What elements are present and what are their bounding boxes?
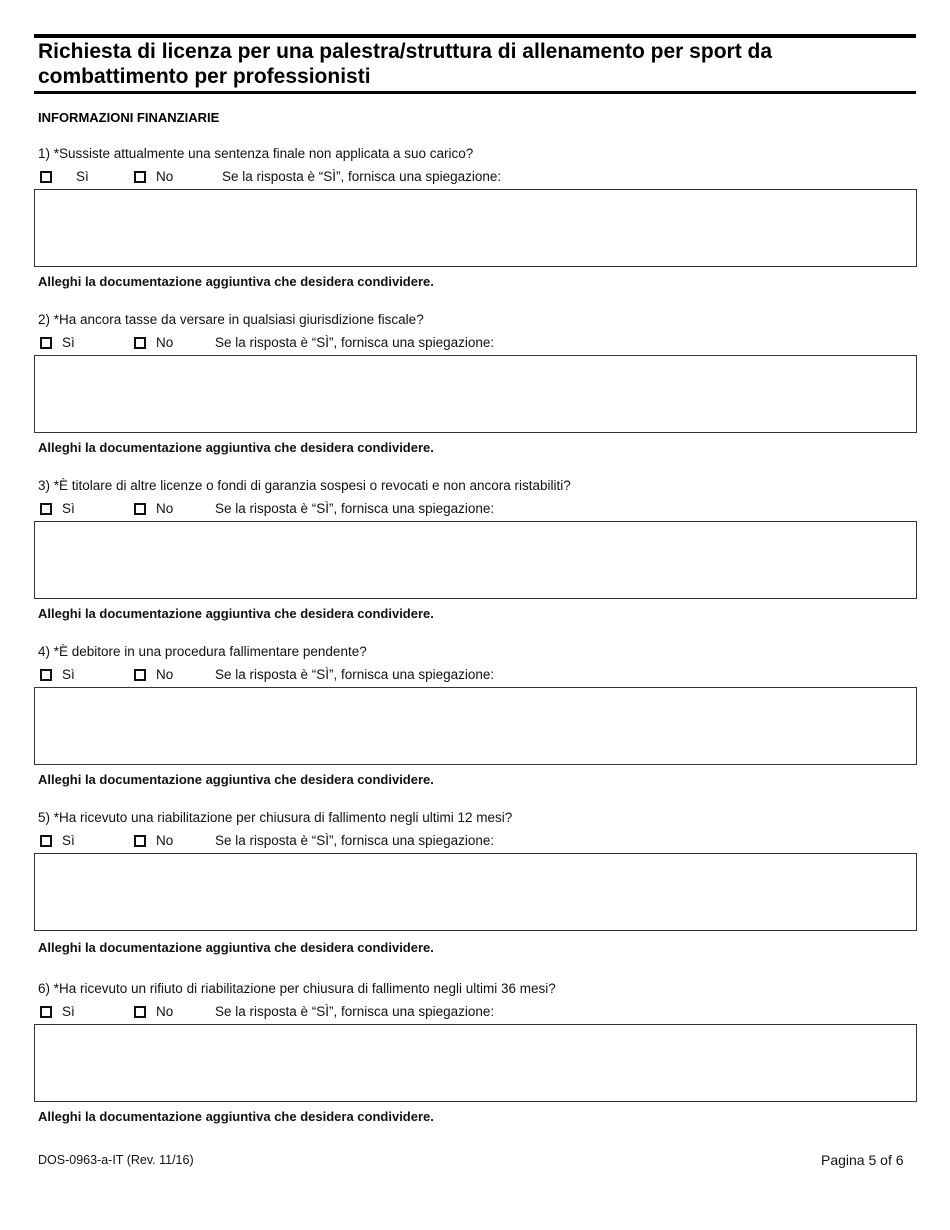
no-checkbox[interactable] [134, 503, 146, 515]
no-checkbox[interactable] [134, 669, 146, 681]
no-option[interactable] [134, 335, 173, 350]
no-option[interactable] [134, 501, 173, 516]
question-1 [0, 146, 950, 296]
attach-note: Alleghi la documentazione aggiuntiva che desidera condividere. [38, 772, 434, 787]
yes-option[interactable] [40, 169, 89, 184]
yes-checkbox[interactable] [40, 835, 52, 847]
yes-option[interactable] [40, 667, 75, 682]
explanation-textbox[interactable] [34, 355, 917, 433]
yes-option[interactable] [40, 335, 75, 350]
question-text: 2) *Ha ancora tasse da versare in qualsiasi giurisdizione fiscale? [38, 312, 424, 327]
if-yes-label: Se la risposta è “SÌ”, fornisca una spiegazione: [215, 1004, 495, 1019]
question-5 [0, 810, 950, 960]
no-label: No [156, 169, 174, 184]
attach-note: Alleghi la documentazione aggiuntiva che desidera condividere. [38, 274, 434, 289]
no-label: No [156, 833, 174, 848]
no-checkbox[interactable] [134, 337, 146, 349]
if-yes-label: Se la risposta è “SÌ”, fornisca una spiegazione: [215, 335, 495, 350]
if-yes-label: Se la risposta è “SÌ”, fornisca una spiegazione: [215, 833, 495, 848]
explanation-textbox[interactable] [34, 1024, 917, 1102]
yes-label: Sì [62, 833, 75, 848]
explanation-textbox[interactable] [34, 521, 917, 599]
attach-note: Alleghi la documentazione aggiuntiva che desidera condividere. [38, 606, 434, 621]
yes-label: Sì [62, 667, 75, 682]
no-label: No [156, 667, 174, 682]
attach-note: Alleghi la documentazione aggiuntiva che desidera condividere. [38, 1109, 434, 1124]
no-option[interactable] [134, 169, 173, 184]
question-4 [0, 644, 950, 794]
section-heading: INFORMAZIONI FINANZIARIE [38, 110, 220, 125]
yes-label: Sì [62, 1004, 75, 1019]
question-6 [0, 981, 950, 1131]
attach-note: Alleghi la documentazione aggiuntiva che desidera condividere. [38, 440, 434, 455]
question-text: 5) *Ha ricevuto una riabilitazione per chiusura di fallimento negli ultimi 12 mesi? [38, 810, 513, 825]
yes-option[interactable] [40, 833, 75, 848]
yes-checkbox[interactable] [40, 337, 52, 349]
question-3 [0, 478, 950, 628]
no-label: No [156, 501, 174, 516]
no-option[interactable] [134, 833, 173, 848]
no-option[interactable] [134, 1004, 173, 1019]
page-number: Pagina 5 of 6 [821, 1152, 904, 1168]
yes-option[interactable] [40, 1004, 75, 1019]
yes-checkbox[interactable] [40, 669, 52, 681]
no-label: No [156, 1004, 174, 1019]
yes-checkbox[interactable] [40, 171, 52, 183]
question-text: 6) *Ha ricevuto un rifiuto di riabilitazione per chiusura di fallimento negli ultimi 36 mesi? [38, 981, 556, 996]
yes-checkbox[interactable] [40, 1006, 52, 1018]
form-id: DOS-0963-a-IT (Rev. 11/16) [38, 1153, 194, 1167]
yes-label: Sì [62, 501, 75, 516]
yes-option[interactable] [40, 501, 75, 516]
attach-note: Alleghi la documentazione aggiuntiva che desidera condividere. [38, 940, 434, 955]
no-checkbox[interactable] [134, 171, 146, 183]
explanation-textbox[interactable] [34, 189, 917, 267]
if-yes-label: Se la risposta è “SÌ”, fornisca una spiegazione: [215, 667, 495, 682]
form-title: Richiesta di licenza per una palestra/struttura di allenamento per sport da combattimento per professionisti [38, 40, 773, 88]
explanation-textbox[interactable] [34, 687, 917, 765]
question-text: 4) *È debitore in una procedura fallimentare pendente? [38, 644, 367, 659]
yes-checkbox[interactable] [40, 503, 52, 515]
explanation-textbox[interactable] [34, 853, 917, 931]
if-yes-label: Se la risposta è “SÌ”, fornisca una spiegazione: [215, 501, 495, 516]
question-2 [0, 312, 950, 462]
top-rule [34, 34, 916, 38]
no-label: No [156, 335, 174, 350]
bottom-rule [34, 91, 916, 94]
question-text: 3) *È titolare di altre licenze o fondi di garanzia sospesi o revocati e non ancora ristabiliti? [38, 478, 571, 493]
no-checkbox[interactable] [134, 835, 146, 847]
no-option[interactable] [134, 667, 173, 682]
question-text: 1) *Sussiste attualmente una sentenza finale non applicata a suo carico? [38, 146, 474, 161]
if-yes-label: Se la risposta è “SÌ”, fornisca una spiegazione: [222, 169, 502, 184]
no-checkbox[interactable] [134, 1006, 146, 1018]
yes-label: Sì [76, 169, 89, 184]
yes-label: Sì [62, 335, 75, 350]
